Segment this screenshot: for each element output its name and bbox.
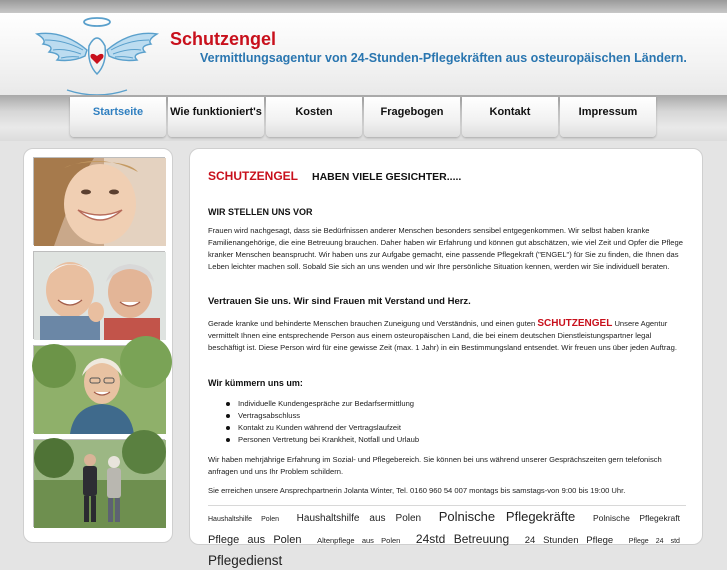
photo-smiling-woman: [33, 157, 165, 245]
tag-link[interactable]: Polnische Pflegekraft: [592, 513, 680, 523]
main-content: [189, 148, 703, 568]
vertrauen-paragraph: [208, 318, 686, 354]
tag-link[interactable]: 24std Betreuung: [415, 532, 510, 546]
tag-link[interactable]: Polnische Pflegekräfte: [438, 509, 576, 524]
top-bar: [0, 0, 727, 13]
tag-link[interactable]: Haushaltshilfe aus Polen: [296, 513, 422, 524]
site-tagline: Vermittlungsagentur von 24-Stunden-Pflegekräften aus osteuropäischen Ländern.: [200, 51, 687, 65]
tab-wie-funktionierts[interactable]: Wie funktioniert's: [168, 97, 264, 137]
tag-divider: [208, 505, 686, 506]
list-item: Kontakt zu Kunden während der Vertragslaufzeit: [226, 422, 666, 434]
main-navigation: [70, 97, 658, 137]
photo-sidebar: [23, 148, 173, 543]
tab-kosten[interactable]: Kosten: [266, 97, 362, 137]
inline-schutzengel: SCHUTZENGEL: [537, 318, 613, 329]
list-item: Vertragsabschluss: [226, 410, 666, 422]
tab-kontakt[interactable]: Kontakt: [462, 97, 558, 137]
experience-paragraph: Wir haben mehrjährige Erfahrung im Sozial- und Pflegebereich. Sie können bei uns während unserer Gesprächszeiten gern telefonisch anfragen und uns Ihr Problem schildern.: [208, 455, 662, 476]
tab-impressum[interactable]: Impressum: [560, 97, 656, 137]
section-title-leistungen: Wir kümmern uns um:: [208, 378, 303, 388]
photo-couple-walking: [33, 439, 165, 527]
contact-paragraph: Sie erreichen unsere Ansprechpartnerin Jolanta Winter, Tel. 0160 960 54 007 montags bis samstags-von 9:00 bis 19:00 Uhr.: [208, 486, 626, 495]
tab-fragebogen[interactable]: Fragebogen: [364, 97, 460, 137]
tag-link[interactable]: Altenpflege aus Polen: [317, 536, 401, 545]
angel-wings-logo-icon[interactable]: [33, 16, 161, 94]
section-title-vertrauen: Vertrauen Sie uns. Wir sind Frauen mit Verstand und Herz.: [208, 296, 471, 307]
list-item: Individuelle Kundengespräche zur Bedarfsermittlung: [226, 398, 666, 410]
main-heading: [208, 169, 461, 183]
list-item: Personen Vertretung bei Krankheit, Notfall und Urlaub: [226, 434, 666, 446]
tag-link[interactable]: Pflege aus Polen: [208, 534, 302, 546]
photo-elderly-people: [33, 251, 165, 339]
tag-link[interactable]: 24 Stunden Pflege: [524, 535, 614, 546]
heading-subtitle: HABEN VIELE GESICHTER.....: [312, 171, 462, 183]
tag-link[interactable]: Pflege 24 std: [628, 538, 680, 545]
tag-link[interactable]: Haushaltshilfe Polen: [208, 516, 280, 523]
tab-startseite[interactable]: Startseite: [70, 97, 166, 137]
vertrauen-text-end: Unsere Agentur vermittelt Ihnen eine entsprechende Person aus einem osteuropäischen Land, die bei einem deutschen Dienstleistungspartner legal beschäftigt ist. Diese Person wird für eine gewisse Zeit (max. 1 Jahr) in ein Bestimmungsland entsendet. Wir freuen uns über jeden Auftrag.: [208, 319, 677, 352]
site-header: [0, 13, 727, 95]
site-title: Schutzengel: [170, 29, 277, 49]
heading-schutzengel: SCHUTZENGEL: [208, 169, 298, 183]
tag-cloud: [208, 507, 686, 570]
tag-link[interactable]: Pflegedienst: [208, 553, 283, 568]
intro-paragraph: Frauen wird nachgesagt, dass sie Bedürfnissen anderer Menschen besonders sensibel entgegenkommen. Wir selbst haben kranke Familienangehörige, die eine Betreuung brauchen. Daher haben wir Erfahrung und können gut abschätzen, wie viel Zeit und Opfer die Pflege kranker Menschen beansprucht. Wir haben uns zur Aufgabe gemacht, eine passende Pflegekraft ("ENGEL") für Sie zu finden, die Ihnen das Leben leichter machen soll. Sobald Sie sich an uns wenden und wir Ihre persönliche Situation kennen, werden wir Sie individuell beraten.: [208, 226, 683, 271]
photo-elderly-woman: [33, 345, 165, 433]
services-list: [226, 398, 666, 446]
vertrauen-text-start: Gerade kranke und behinderte Menschen brauchen Zuneigung und Verständnis, und einen guten: [208, 319, 536, 328]
section-title-vorstellung: WIR STELLEN UNS VOR: [208, 207, 313, 217]
